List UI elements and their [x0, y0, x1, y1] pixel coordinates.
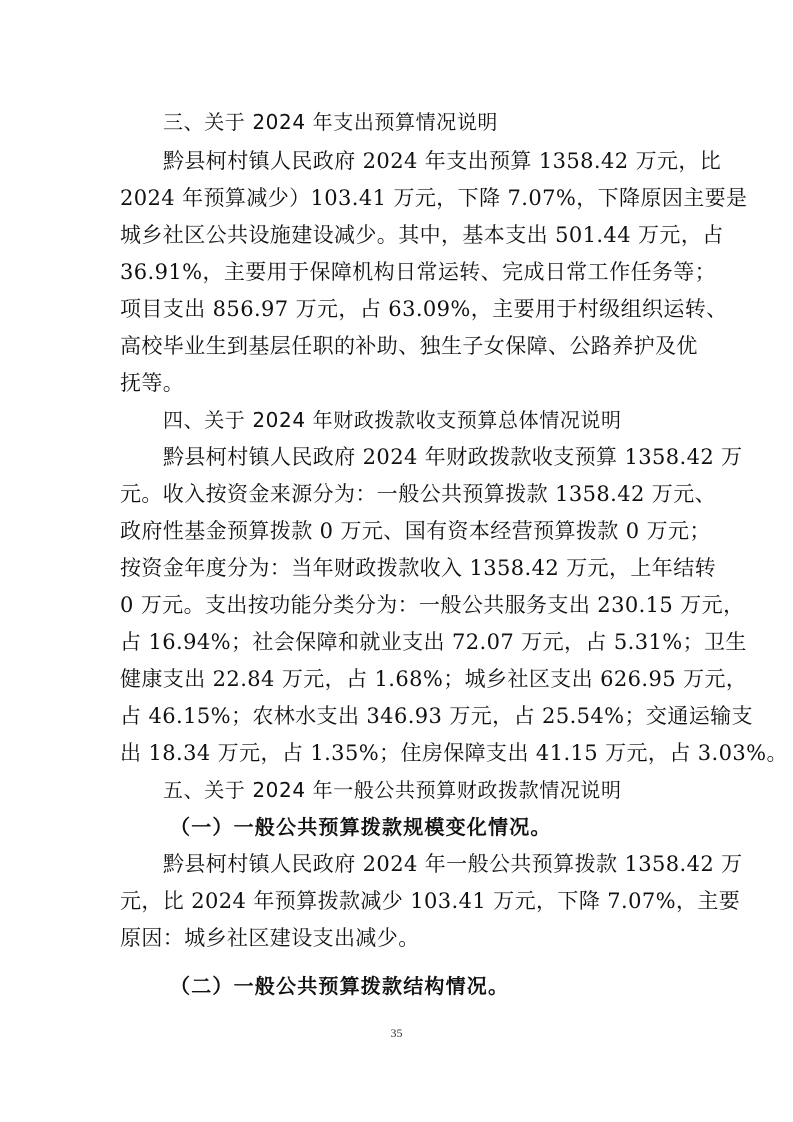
paragraph-line: 抚等。: [120, 371, 185, 395]
paragraph-line: 健康支出 22.84 万元，占 1.68%；城乡社区支出 626.95 万元，: [120, 667, 748, 691]
paragraph-line: 项目支出 856.97 万元，占 63.09%，主要用于村级组织运转、: [120, 297, 728, 321]
subsection-heading-scale-change: （一）一般公共预算拨款规模变化情况。: [170, 815, 552, 839]
paragraph-line: 占 16.94%；社会保障和就业支出 72.07 万元，占 5.31%；卫生: [120, 630, 747, 654]
page-number: 35: [390, 1026, 403, 1040]
subsection-heading-structure: （二）一般公共预算拨款结构情况。: [170, 974, 510, 998]
paragraph-line: 黔县柯村镇人民政府 2024 年支出预算 1358.42 万元，比: [163, 149, 722, 173]
paragraph-line: 0 万元。支出按功能分类分为：一般公共服务支出 230.15 万元，: [120, 593, 745, 617]
paragraph-line: 36.91%，主要用于保障机构日常运转、完成日常工作任务等；: [120, 260, 717, 284]
paragraph-line: 元，比 2024 年预算拨款减少 103.41 万元，下降 7.07%，主要: [120, 889, 741, 913]
paragraph-line: 2024 年预算减少）103.41 万元，下降 7.07%，下降原因主要是: [120, 186, 748, 210]
paragraph-line: 黔县柯村镇人民政府 2024 年一般公共预算拨款 1358.42 万: [163, 852, 743, 876]
paragraph-line: 占 46.15%；农林水支出 346.93 万元，占 25.54%；交通运输支: [120, 704, 753, 728]
section-heading-general-public-budget: 五、关于 2024 年一般公共预算财政拨款情况说明: [163, 778, 622, 802]
section-heading-expenditure-budget: 三、关于 2024 年支出预算情况说明: [163, 110, 499, 134]
paragraph-line: 原因：城乡社区建设支出减少。: [120, 926, 420, 950]
paragraph-line: 出 18.34 万元，占 1.35%；住房保障支出 41.15 万元，占 3.03%。: [120, 741, 788, 765]
paragraph-line: 高校毕业生到基层任职的补助、独生子女保障、公路养护及优: [120, 334, 698, 358]
paragraph-line: 黔县柯村镇人民政府 2024 年财政拨款收支预算 1358.42 万: [163, 445, 743, 469]
section-heading-fiscal-appropriation-overview: 四、关于 2024 年财政拨款收支预算总体情况说明: [163, 408, 622, 432]
paragraph-line: 政府性基金预算拨款 0 万元、国有资本经营预算拨款 0 万元；: [120, 519, 711, 543]
paragraph-line: 按资金年度分为：当年财政拨款收入 1358.42 万元，上年结转: [120, 556, 716, 580]
paragraph-line: 城乡社区公共设施建设减少。其中，基本支出 501.44 万元，占: [120, 223, 724, 247]
paragraph-line: 元。收入按资金来源分为：一般公共预算拨款 1358.42 万元、: [120, 482, 716, 506]
